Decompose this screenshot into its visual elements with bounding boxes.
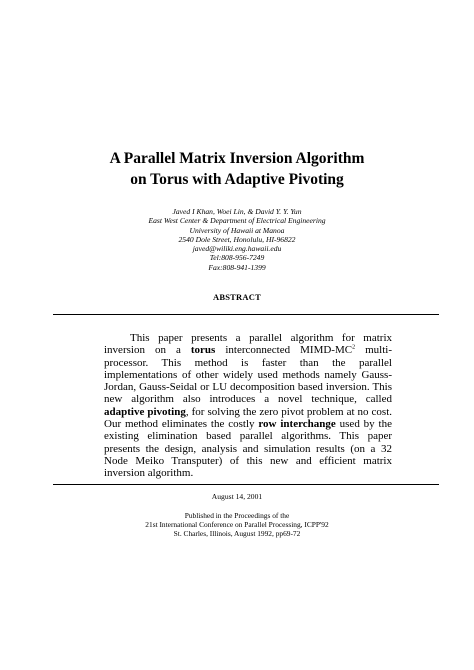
author-email: javed@wiliki.eng.hawaii.edu	[192, 244, 282, 254]
abstract-text-2: interconnected MIMD-MC	[215, 344, 353, 357]
abstract-bold-adaptive-pivoting: adaptive pivoting	[104, 405, 186, 418]
publication-line-1: Published in the Proceedings of the	[184, 511, 290, 520]
abstract-bold-row-interchange: row interchange	[258, 418, 336, 431]
abstract-text-1: This paper presents a parallel algorithm for matrix inversion on a	[104, 332, 392, 357]
title-line-1: A Parallel Matrix Inversion Algorithm	[109, 150, 365, 167]
abstract-paragraph	[104, 332, 392, 480]
abstract-superscript: 2	[352, 344, 356, 351]
abstract-body	[104, 332, 392, 480]
abstract-heading: ABSTRACT	[213, 292, 261, 302]
abstract-bottom-rule	[53, 484, 439, 485]
author-names: Javed I Khan, Woei Lin, & David Y. Y. Yun	[172, 207, 302, 216]
author-block	[0, 207, 474, 272]
author-affiliation: East West Center & Department of Electrical Engineering	[148, 216, 326, 226]
title-line-2: on Torus with Adaptive Pivoting	[130, 171, 344, 188]
abstract-bold-torus: torus	[190, 344, 216, 357]
document-date: August 14, 2001	[211, 492, 263, 501]
publication-line-2: 21st International Conference on Parallel Processing, ICPP'92	[145, 520, 329, 530]
abstract-top-rule	[53, 314, 439, 315]
author-tel: Tel:808-956-7249	[209, 253, 265, 263]
publication-note	[0, 511, 474, 539]
author-address: 2540 Dole Street, Honolulu, HI-96822	[178, 234, 296, 244]
author-fax: Fax:808-941-1399	[208, 262, 266, 272]
publication-line-3: St. Charles, Illinois, August 1992, pp69-72	[173, 529, 301, 539]
abstract-text-3: multi-processor. This method is faster than the parallel implementations of other widely used methods namely Gauss-Jordan, Gauss-Seidal or LU decomposition based inversion. This new algorithm also introduces a novel technique, called	[104, 344, 392, 406]
paper-title	[0, 148, 474, 190]
abstract-text-5: used by the existing elimination based parallel algorithms. This paper presents the design, analysis and simulation results (on a 32 Node Meiko Transputer) of this new and efficient matrix inversion algorithm.	[104, 418, 392, 480]
author-university: University of Hawaii at Manoa	[189, 225, 285, 235]
abstract-text-4: , for solving the zero pivot problem at no cost. Our method eliminates the costly	[104, 405, 393, 431]
